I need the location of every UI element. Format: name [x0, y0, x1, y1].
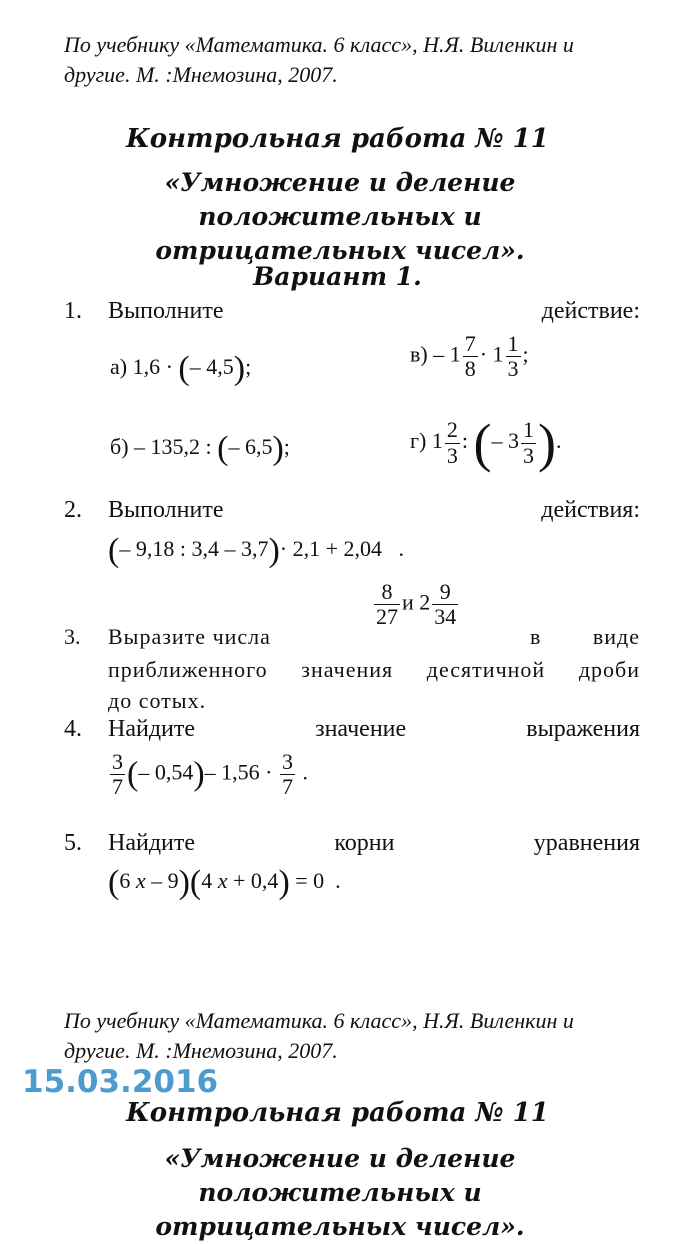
task-1d-expression: г) 1 $\frac{2}{3}$ : (– 3 $\frac{1}{3}$ ). [410, 413, 562, 473]
task-5-expression: (6 x – 9)(4 x + 0,4) = 0 . [108, 864, 341, 901]
task-3-expression: $\frac{8}{27}$ и 2 $\frac{9}{34}$ [376, 579, 457, 630]
task-2-text: Выполните действия: [108, 497, 640, 523]
task-3-text-line3: до сотых. [108, 688, 207, 713]
variant-heading: Вариант 1. [253, 262, 422, 291]
repeat-subtitle-line-1: «Умножение и деление положительных и [164, 1144, 516, 1207]
repeat-source-line-1: По учебнику «Математика. 6 класс», Н.Я. Виленкин и [64, 1008, 574, 1033]
date-stamp: 15.03.2016 [22, 1064, 219, 1100]
task-1b-expression: б) – 135,2 : (– 6,5); [110, 430, 290, 467]
repeat-page-subtitle [40, 1142, 640, 1244]
task-5-text: Найдите корни уравнения [108, 830, 640, 856]
page-subtitle [40, 166, 640, 268]
task-1-text: Выполните действие: [108, 298, 640, 324]
repeat-source-line-2: другие. М. :Мнемозина, 2007. [64, 1038, 338, 1063]
page-title: Контрольная работа № 11 [126, 124, 549, 154]
task-4-expression: $\frac{3}{7}$ (– 0,54)– 1,56 · $\frac{3}{7}$ . [112, 749, 308, 800]
source-line-1: По учебнику «Математика. 6 класс», Н.Я. Виленкин и [64, 32, 574, 57]
task-3-text-post: в виде [530, 624, 640, 649]
task-5-number: 5. [64, 830, 82, 856]
task-1c-expression: в) – 1 $\frac{7}{8}$ · 1 $\frac{1}{3}$ ; [410, 331, 529, 382]
task-3-text-line2: приближенного значения десятичной дроби [108, 657, 640, 682]
task-3-number: 3. [64, 624, 81, 649]
task-1-number: 1. [64, 298, 82, 324]
task-3-text-pre: Выразите числа [108, 624, 271, 649]
task-2-number: 2. [64, 497, 82, 523]
repeat-subtitle-line-2: отрицательных чисел». [155, 1212, 525, 1241]
repeat-page-title: Контрольная работа № 11 [126, 1098, 549, 1128]
task-1a-expression: а) 1,6 · (– 4,5); [110, 350, 252, 387]
source-reference [64, 30, 644, 90]
subtitle-line-2: отрицательных чисел». [155, 236, 525, 265]
repeat-source-reference [64, 1006, 644, 1066]
task-2-expression: (– 9,18 : 3,4 – 3,7)· 2,1 + 2,04 . [108, 532, 405, 569]
task-4-text: Найдите значение выражения [108, 716, 640, 742]
source-line-2: другие. М. :Мнемозина, 2007. [64, 62, 338, 87]
task-4-number: 4. [64, 716, 82, 742]
subtitle-line-1: «Умножение и деление положительных и [164, 168, 516, 231]
